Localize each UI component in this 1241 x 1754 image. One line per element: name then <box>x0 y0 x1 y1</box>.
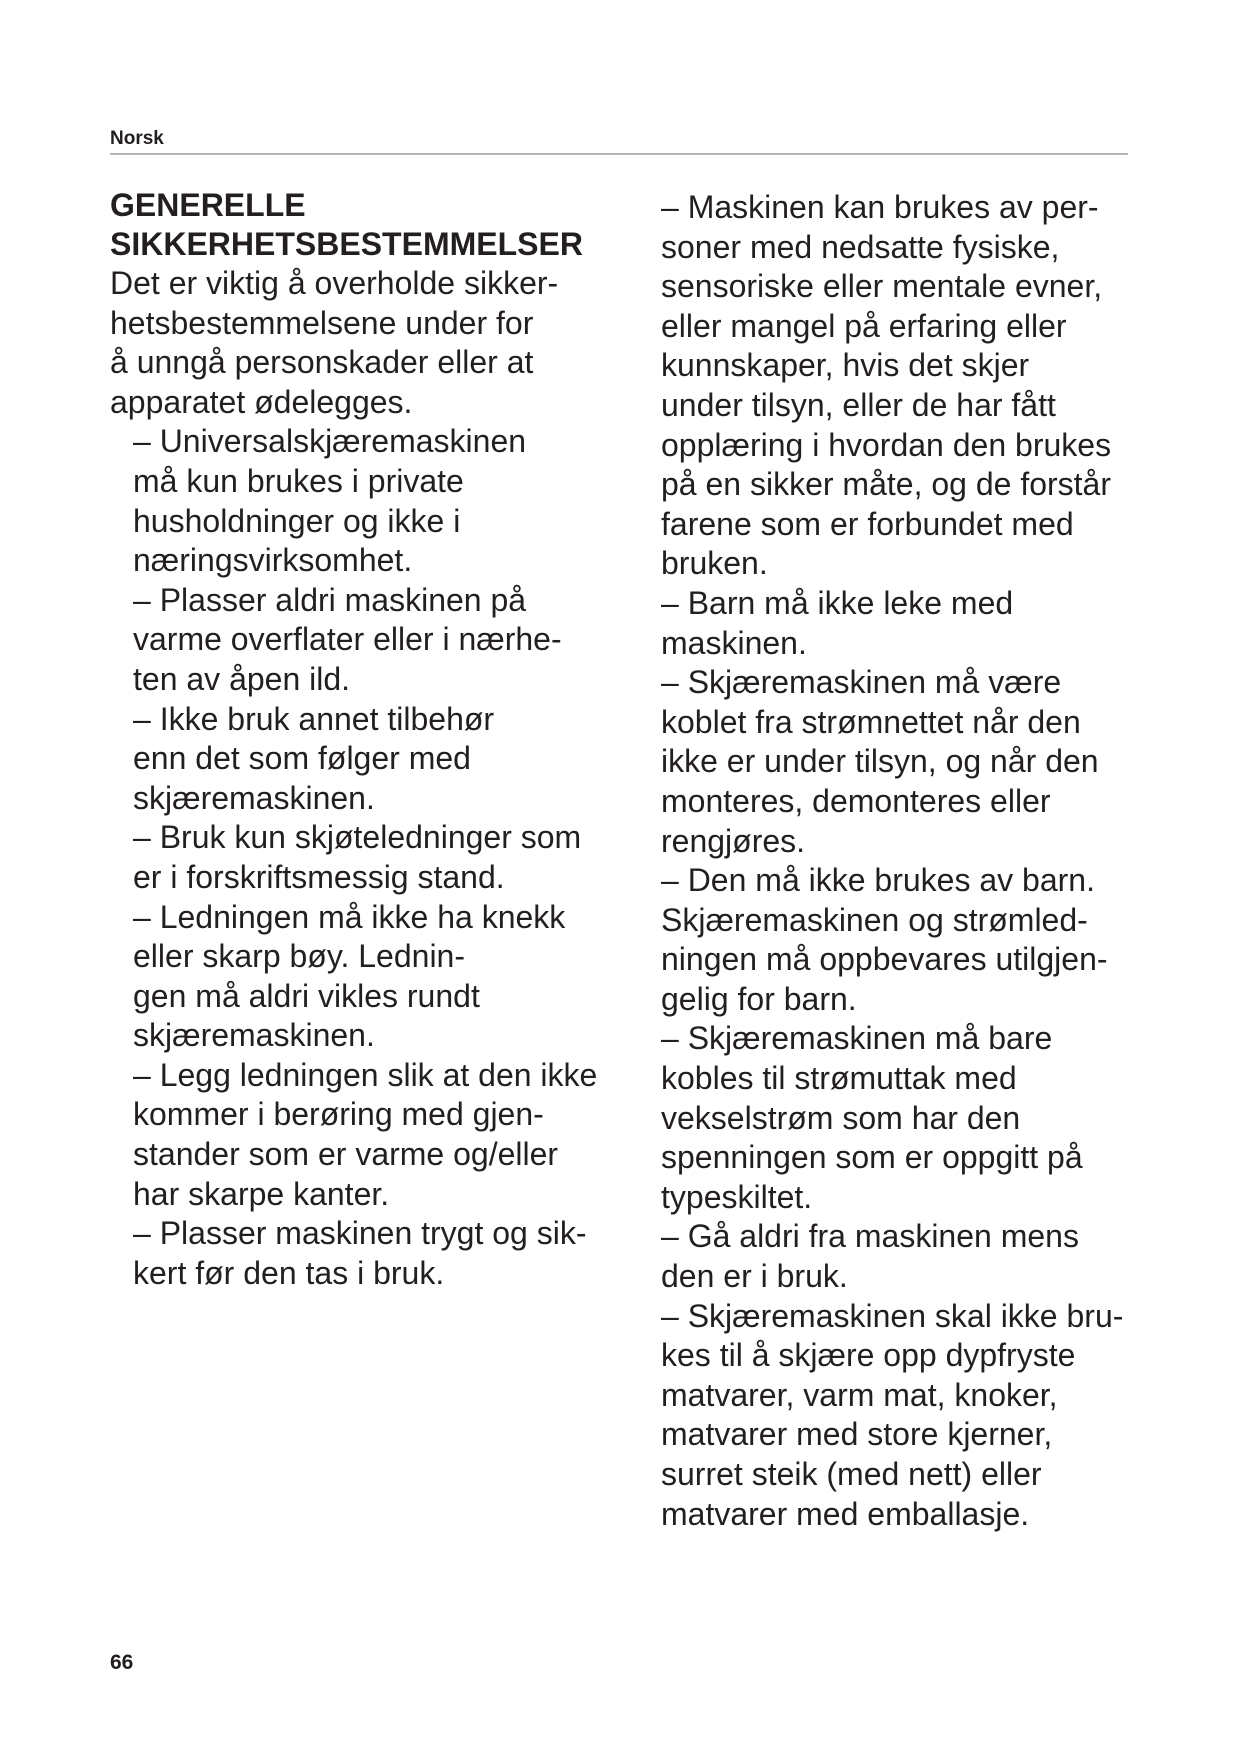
safety-item: – Gå aldri fra maskinen mens den er i bruk. <box>661 1218 1079 1295</box>
safety-item: – Ledningen må ikke ha knekk eller skarp bøy. Lednin- gen må aldri vikles rundt skjæremaskinen. <box>133 898 566 1054</box>
safety-item: – Legg ledningen slik at den ikke kommer i berøring med gjen- stander som er varme og/eller har skarpe kanter. <box>133 1056 598 1212</box>
safety-item: – Skjæremaskinen må være koblet fra strømnettet når den ikke er under tilsyn, og når den monteres, demonteres eller rengjøres. <box>661 664 1099 859</box>
section-heading: GENERELLE SIKKERHETSBESTEMMELSER <box>110 187 583 262</box>
safety-item: – Barn må ikke leke med maskinen. <box>661 584 1014 661</box>
intro-paragraph: Det er viktig å overholde sikker- hetsbestemmelsene under for å unngå personskader eller at apparatet ødelegges. <box>110 265 559 420</box>
safety-item: – Plasser maskinen trygt og sik- kert før den tas i bruk. <box>133 1215 587 1291</box>
safety-item: – Den må ikke brukes av barn. Skjæremaskinen og strømled- ningen må oppbevares utilgjen- gelig for barn. <box>661 862 1108 1017</box>
header-divider <box>110 153 1128 155</box>
safety-item: – Skjæremaskinen må bare kobles til strømuttak med vekselstrøm som har den spenningen som er oppgitt på typeskiltet. <box>661 1020 1083 1215</box>
safety-item: – Skjæremaskinen skal ikke bru- kes til å skjære opp dypfryste matvarer, varm mat, knoker, matvarer med store kjerner, surret steik (med nett) eller matvarer med emballasje. <box>661 1297 1124 1532</box>
safety-item: – Maskinen kan brukes av per- soner med nedsatte fysiske, sensoriske eller mentale evner, eller mangel på erfaring eller kunnskaper, hvis det skjer under tilsyn, eller de har fått opplæring i hvordan den brukes på en sikker måte, og de forstår farene som er forbundet med bruken. <box>661 189 1112 582</box>
safety-item: – Universalskjæremaskinen må kun brukes i private husholdninger og ikke i næringsvirksomhet. <box>133 423 527 579</box>
safety-item: – Plasser aldri maskinen på varme overflater eller i nærhe- ten av åpen ild. <box>133 581 562 697</box>
page-number: 66 <box>110 1651 134 1674</box>
safety-item: – Bruk kun skjøteledninger som er i forskriftsmessig stand. <box>133 819 582 895</box>
right-column <box>661 188 1161 1534</box>
safety-item: – Ikke bruk annet tilbehør enn det som følger med skjæremaskinen. <box>133 700 495 816</box>
left-column <box>110 186 650 1293</box>
header-language-label: Norsk <box>110 128 164 149</box>
